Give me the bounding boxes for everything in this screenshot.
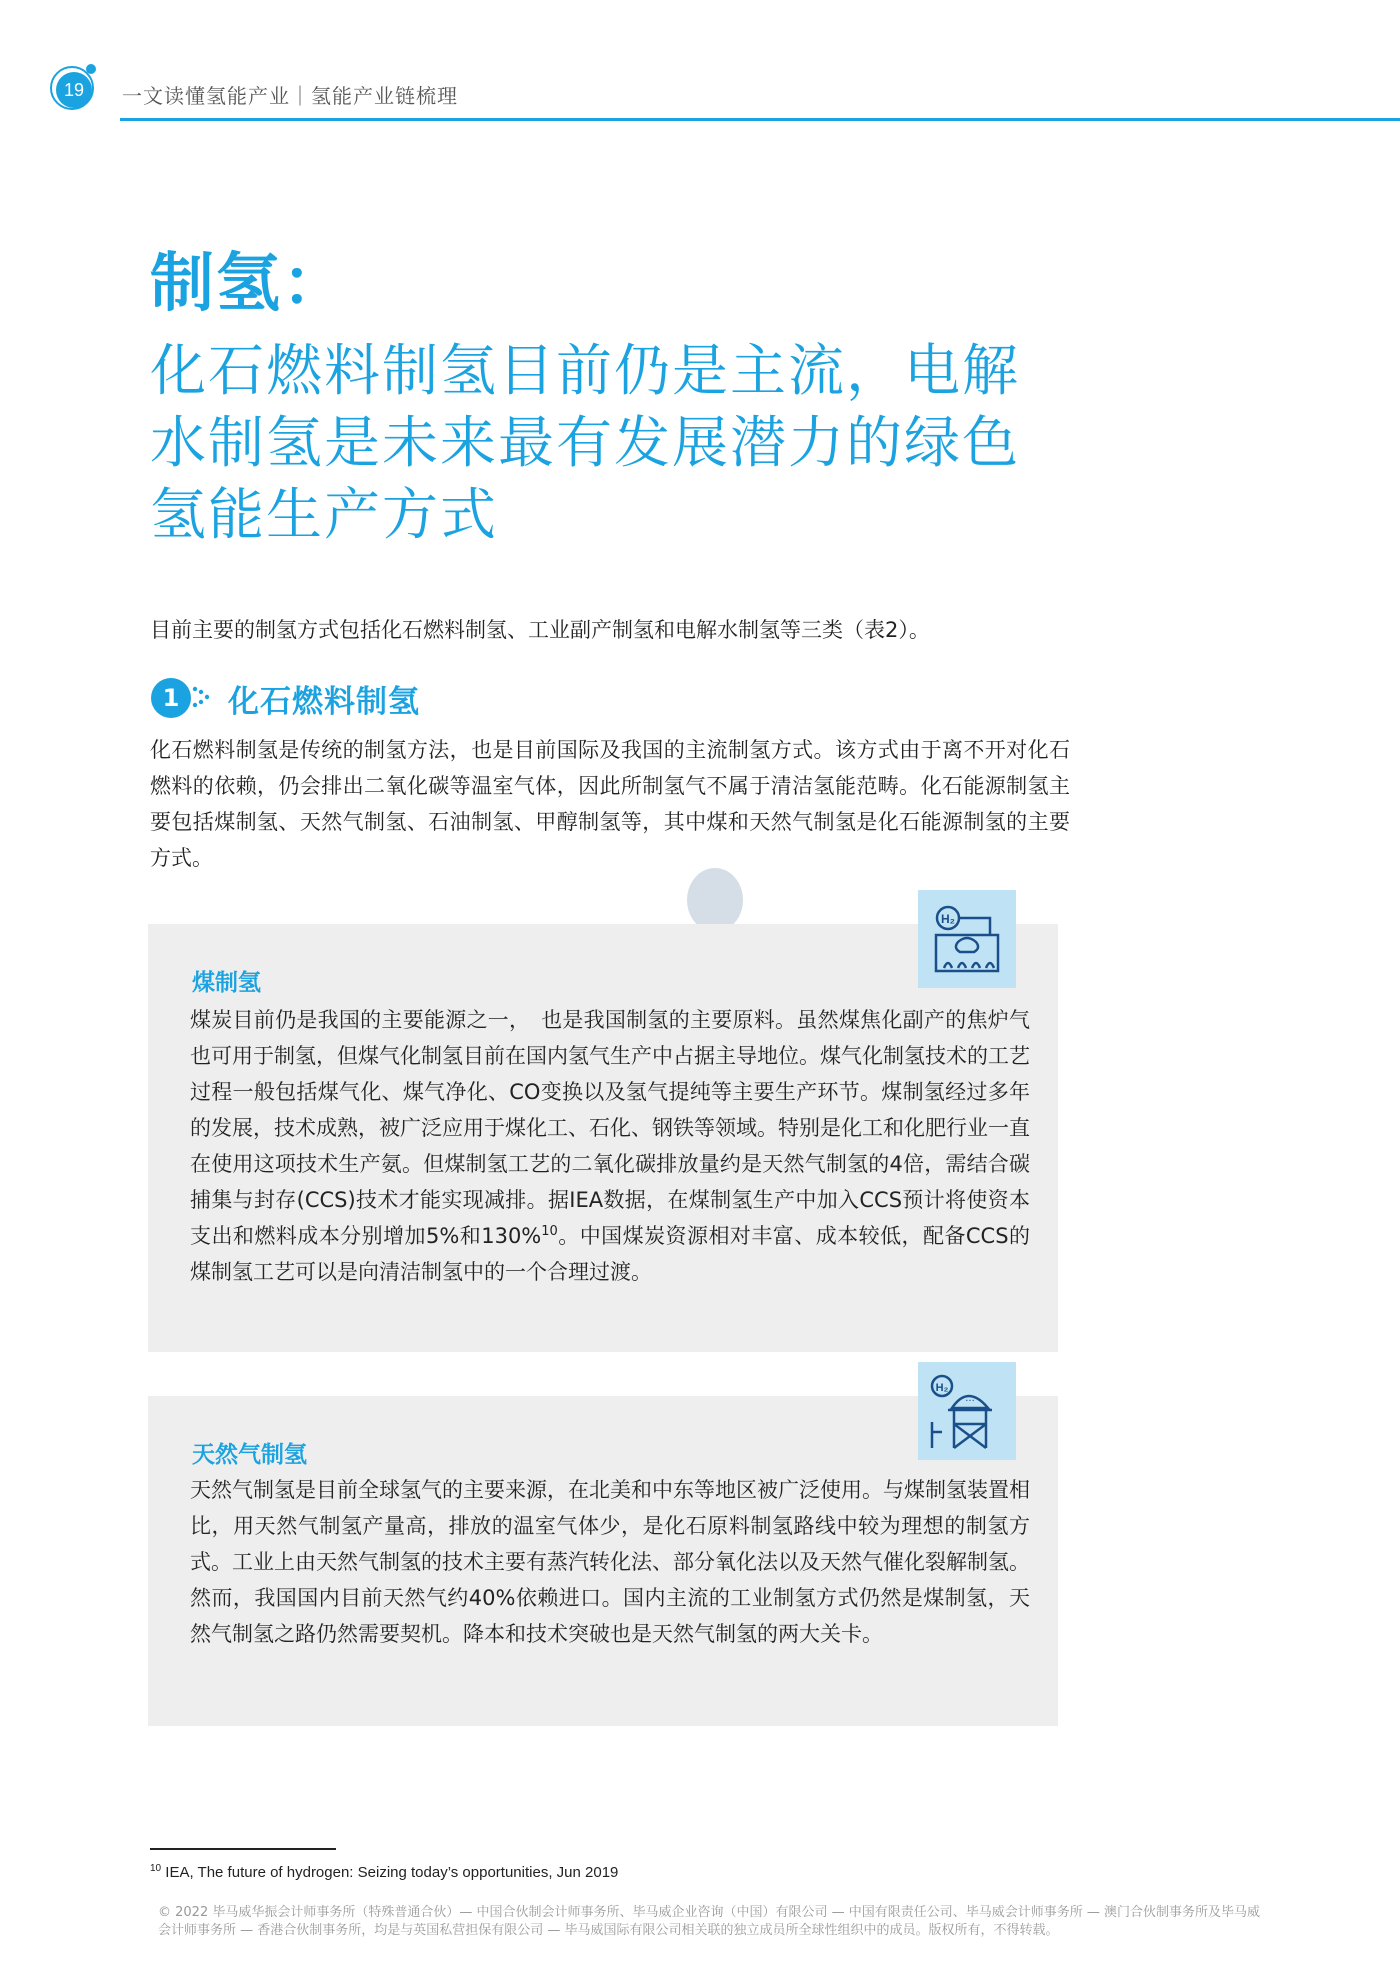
natural-gas-hydrogen-title: 天然气制氢 [192, 1442, 307, 1468]
footnote-number: 10 [150, 1863, 162, 1874]
coal-hydrogen-box [148, 924, 1058, 1352]
intro-paragraph: 目前主要的制氢方式包括化石燃料制氢、工业副产制氢和电解水制氢等三类（表2）。 [150, 618, 930, 642]
coal-hydrogen-icon [918, 890, 1016, 988]
page-number-dot [86, 64, 96, 74]
coal-hydrogen-text [190, 1002, 1030, 1290]
footnote-divider [150, 1848, 336, 1850]
footnote-ref[interactable]: 10 [541, 1224, 558, 1239]
page-subtitle: 化石燃料制氢目前仍是主流，电解水制氢是未来最有发展潜力的绿色氢能生产方式 [150, 339, 1020, 548]
footnote-text: IEA, The future of hydrogen: Seizing today’s opportunities, Jun 2019 [165, 1864, 619, 1881]
running-title: 一文读懂氢能产业｜氢能产业链梳理 [122, 84, 458, 108]
page-title: 制氢： [150, 247, 348, 321]
page-number: 19 [56, 72, 92, 108]
svg-text:H₂: H₂ [935, 1382, 949, 1394]
section-number-badge: 1 [151, 678, 191, 718]
coal-text-main: 煤炭目前仍是我国的主要能源之一， 也是我国制氢的主要原料。虽然煤焦化副产的焦炉气也可用于制氢，但煤气化制氢目前在国内氢气生产中占据主导地位。煤气化制氢技术的工艺过程一般包括煤气化、煤气净化、CO变换以及氢气提纯等主要生产环节。煤制氢经过多年的发展，技术成熟，被广泛应用于煤化工、石化、钢铁等领域。特别是化工和化肥行业一直在使用这项技术生产氨。但煤制氢工艺的二氧化碳排放量约是天然气制氢的4倍，需结合碳捕集与封存(CCS)技术才能实现减排。据IEA数据，在煤制氢生产中加入CCS预计将使资本支出和燃料成本分别增加5%和130% [190, 1008, 1030, 1248]
svg-text:H₂: H₂ [941, 912, 955, 926]
coal-text-tail: 。中国煤炭资源相对丰富、成本较低，配备CCS的煤制氢工艺可以是向清洁制氢中的一个合理过渡。 [190, 1224, 1031, 1284]
svg-text:···: ··· [965, 1396, 975, 1407]
header-divider [120, 118, 1400, 121]
section-title: 化石燃料制氢 [228, 684, 420, 720]
natural-gas-hydrogen-icon [918, 1362, 1016, 1460]
copyright-notice: © 2022 毕马威华振会计师事务所（特殊普通合伙）— 中国合伙制会计师事务所、毕马威企业咨询（中国）有限公司 — 中国有限责任公司、毕马威会计师事务所 — 澳门合伙制事务所及毕马威会计师事务所 — 香港合伙制事务所，均是与英国私营担保有限公司 — 毕马威国际有限公司相关联的独立成员所全球性组织中的成员。版权所有，不得转载。 [158, 1905, 1261, 1938]
section-arrows-icon [191, 684, 221, 710]
footnote [150, 1863, 618, 1881]
natural-gas-hydrogen-text: 天然气制氢是目前全球氢气的主要来源，在北美和中东等地区被广泛使用。与煤制氢装置相比，用天然气制氢产量高，排放的温室气体少，是化石原料制氢路线中较为理想的制氢方式。工业上由天然气制氢的技术主要有蒸汽转化法、部分氧化法以及天然气催化裂解制氢。然而，我国国内目前天然气约40%依赖进口。国内主流的工业制氢方式仍然是煤制氢，天然气制氢之路仍然需要契机。降本和技术突破也是天然气制氢的两大关卡。 [190, 1478, 1030, 1646]
section-paragraph: 化石燃料制氢是传统的制氢方法，也是目前国际及我国的主流制氢方式。该方式由于离不开对化石燃料的依赖，仍会排出二氧化碳等温室气体，因此所制氢气不属于清洁氢能范畴。化石能源制氢主要包括煤制氢、天然气制氢、石油制氢、甲醇制氢等，其中煤和天然气制氢是化石能源制氢的主要方式。 [150, 738, 1070, 870]
coal-hydrogen-title: 煤制氢 [192, 970, 261, 996]
